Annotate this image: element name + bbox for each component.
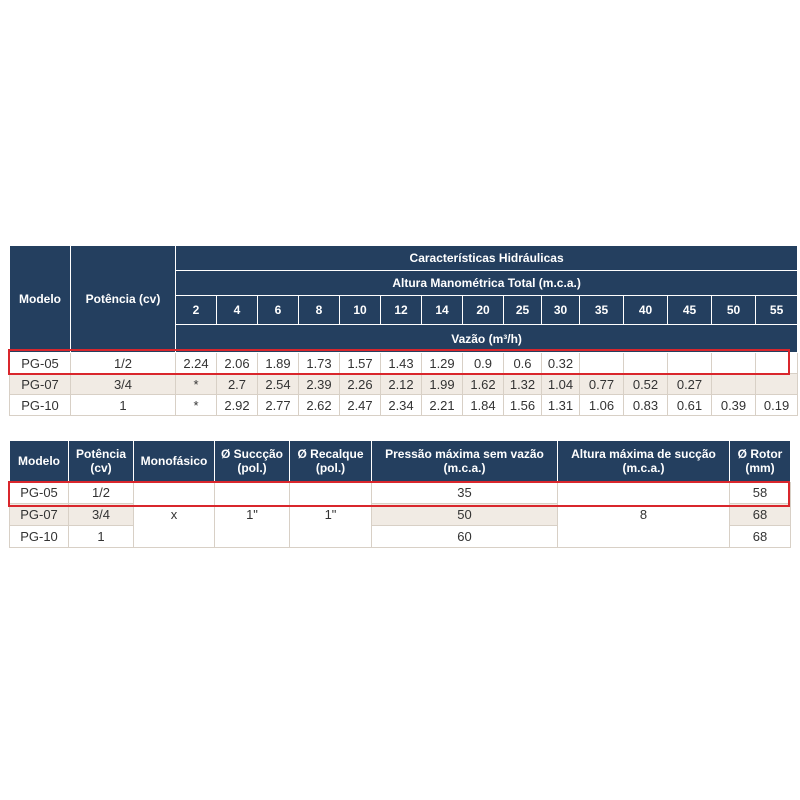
cell-flow-value: 1.57 xyxy=(340,353,381,374)
cell-power: 3/4 xyxy=(69,504,134,526)
cell-monofasico: x xyxy=(134,482,215,548)
cell-flow-value: * xyxy=(176,395,217,416)
cell-flow-value: 0.61 xyxy=(668,395,712,416)
cell-flow-value: 1.99 xyxy=(422,374,463,395)
cell-flow-value xyxy=(580,353,624,374)
cell-model: PG-07 xyxy=(10,374,71,395)
cell-model: PG-05 xyxy=(10,482,69,504)
cell-flow-value xyxy=(712,353,756,374)
header-succao: Ø Succção (pol.) xyxy=(215,441,290,482)
cell-flow-value: * xyxy=(176,374,217,395)
cell-flow-value: 2.62 xyxy=(299,395,340,416)
cell-model: PG-10 xyxy=(10,526,69,548)
cell-flow-value: 2.77 xyxy=(258,395,299,416)
header-height-14: 14 xyxy=(422,296,463,325)
header-height-8: 8 xyxy=(299,296,340,325)
header-vazao: Vazão (m³/h) xyxy=(176,325,798,353)
cell-flow-value: 2.06 xyxy=(217,353,258,374)
cell-flow-value xyxy=(756,374,798,395)
cell-flow-value: 0.39 xyxy=(712,395,756,416)
cell-flow-value: 2.54 xyxy=(258,374,299,395)
cell-power: 1/2 xyxy=(71,353,176,374)
header-potencia-2: Potência (cv) xyxy=(69,441,134,482)
cell-power: 1/2 xyxy=(69,482,134,504)
header-altura-succao: Altura máxima de sucção (m.c.a.) xyxy=(558,441,730,482)
header-potencia: Potência (cv) xyxy=(71,246,176,353)
header-recalque: Ø Recalque (pol.) xyxy=(290,441,372,482)
cell-flow-value: 1.29 xyxy=(422,353,463,374)
header-pressao: Pressão máxima sem vazão (m.c.a.) xyxy=(372,441,558,482)
cell-rotor: 68 xyxy=(730,504,791,526)
header-rotor: Ø Rotor (mm) xyxy=(730,441,791,482)
cell-flow-value: 1.06 xyxy=(580,395,624,416)
header-modelo: Modelo xyxy=(10,246,71,353)
cell-power: 3/4 xyxy=(71,374,176,395)
cell-flow-value: 1.89 xyxy=(258,353,299,374)
cell-model: PG-10 xyxy=(10,395,71,416)
header-height-40: 40 xyxy=(624,296,668,325)
cell-flow-value: 2.39 xyxy=(299,374,340,395)
cell-flow-value: 0.27 xyxy=(668,374,712,395)
cell-flow-value: 2.92 xyxy=(217,395,258,416)
specifications-table xyxy=(9,440,791,548)
cell-flow-value xyxy=(712,374,756,395)
header-monofasico: Monofásico xyxy=(134,441,215,482)
cell-flow-value: 2.34 xyxy=(381,395,422,416)
cell-flow-value: 2.21 xyxy=(422,395,463,416)
cell-flow-value: 0.19 xyxy=(756,395,798,416)
cell-flow-value: 0.32 xyxy=(542,353,580,374)
cell-rotor: 68 xyxy=(730,526,791,548)
cell-flow-value: 2.24 xyxy=(176,353,217,374)
header-height-50: 50 xyxy=(712,296,756,325)
header-height-2: 2 xyxy=(176,296,217,325)
header-height-10: 10 xyxy=(340,296,381,325)
cell-flow-value: 1.62 xyxy=(463,374,504,395)
header-caracteristicas: Características Hidráulicas xyxy=(176,246,798,271)
cell-rotor: 58 xyxy=(730,482,791,504)
cell-flow-value: 0.6 xyxy=(504,353,542,374)
cell-flow-value: 1.84 xyxy=(463,395,504,416)
header-height-30: 30 xyxy=(542,296,580,325)
cell-flow-value: 0.52 xyxy=(624,374,668,395)
cell-flow-value: 1.73 xyxy=(299,353,340,374)
cell-flow-value: 1.31 xyxy=(542,395,580,416)
header-height-12: 12 xyxy=(381,296,422,325)
cell-flow-value xyxy=(624,353,668,374)
header-modelo-2: Modelo xyxy=(10,441,69,482)
table-row xyxy=(10,395,798,416)
header-height-4: 4 xyxy=(217,296,258,325)
cell-flow-value: 0.9 xyxy=(463,353,504,374)
cell-pressao: 50 xyxy=(372,504,558,526)
header-height-25: 25 xyxy=(504,296,542,325)
header-height-6: 6 xyxy=(258,296,299,325)
header-height-35: 35 xyxy=(580,296,624,325)
cell-flow-value: 2.7 xyxy=(217,374,258,395)
cell-flow-value: 1.56 xyxy=(504,395,542,416)
cell-flow-value: 2.12 xyxy=(381,374,422,395)
header-altura-manometrica: Altura Manométrica Total (m.c.a.) xyxy=(176,271,798,296)
cell-flow-value xyxy=(668,353,712,374)
cell-flow-value: 0.83 xyxy=(624,395,668,416)
cell-altura-succao: 8 xyxy=(558,482,730,548)
cell-flow-value: 1.32 xyxy=(504,374,542,395)
cell-power: 1 xyxy=(71,395,176,416)
cell-flow-value: 2.47 xyxy=(340,395,381,416)
cell-succao: 1" xyxy=(215,482,290,548)
header-height-20: 20 xyxy=(463,296,504,325)
table-row xyxy=(10,374,798,395)
cell-flow-value: 0.77 xyxy=(580,374,624,395)
cell-pressao: 35 xyxy=(372,482,558,504)
cell-recalque: 1" xyxy=(290,482,372,548)
cell-flow-value xyxy=(756,353,798,374)
cell-model: PG-07 xyxy=(10,504,69,526)
header-height-45: 45 xyxy=(668,296,712,325)
header-height-55: 55 xyxy=(756,296,798,325)
cell-pressao: 60 xyxy=(372,526,558,548)
hydraulic-characteristics-table xyxy=(9,245,798,416)
cell-model: PG-05 xyxy=(10,353,71,374)
cell-flow-value: 1.04 xyxy=(542,374,580,395)
cell-power: 1 xyxy=(69,526,134,548)
cell-flow-value: 1.43 xyxy=(381,353,422,374)
cell-flow-value: 2.26 xyxy=(340,374,381,395)
table-row xyxy=(10,353,798,374)
